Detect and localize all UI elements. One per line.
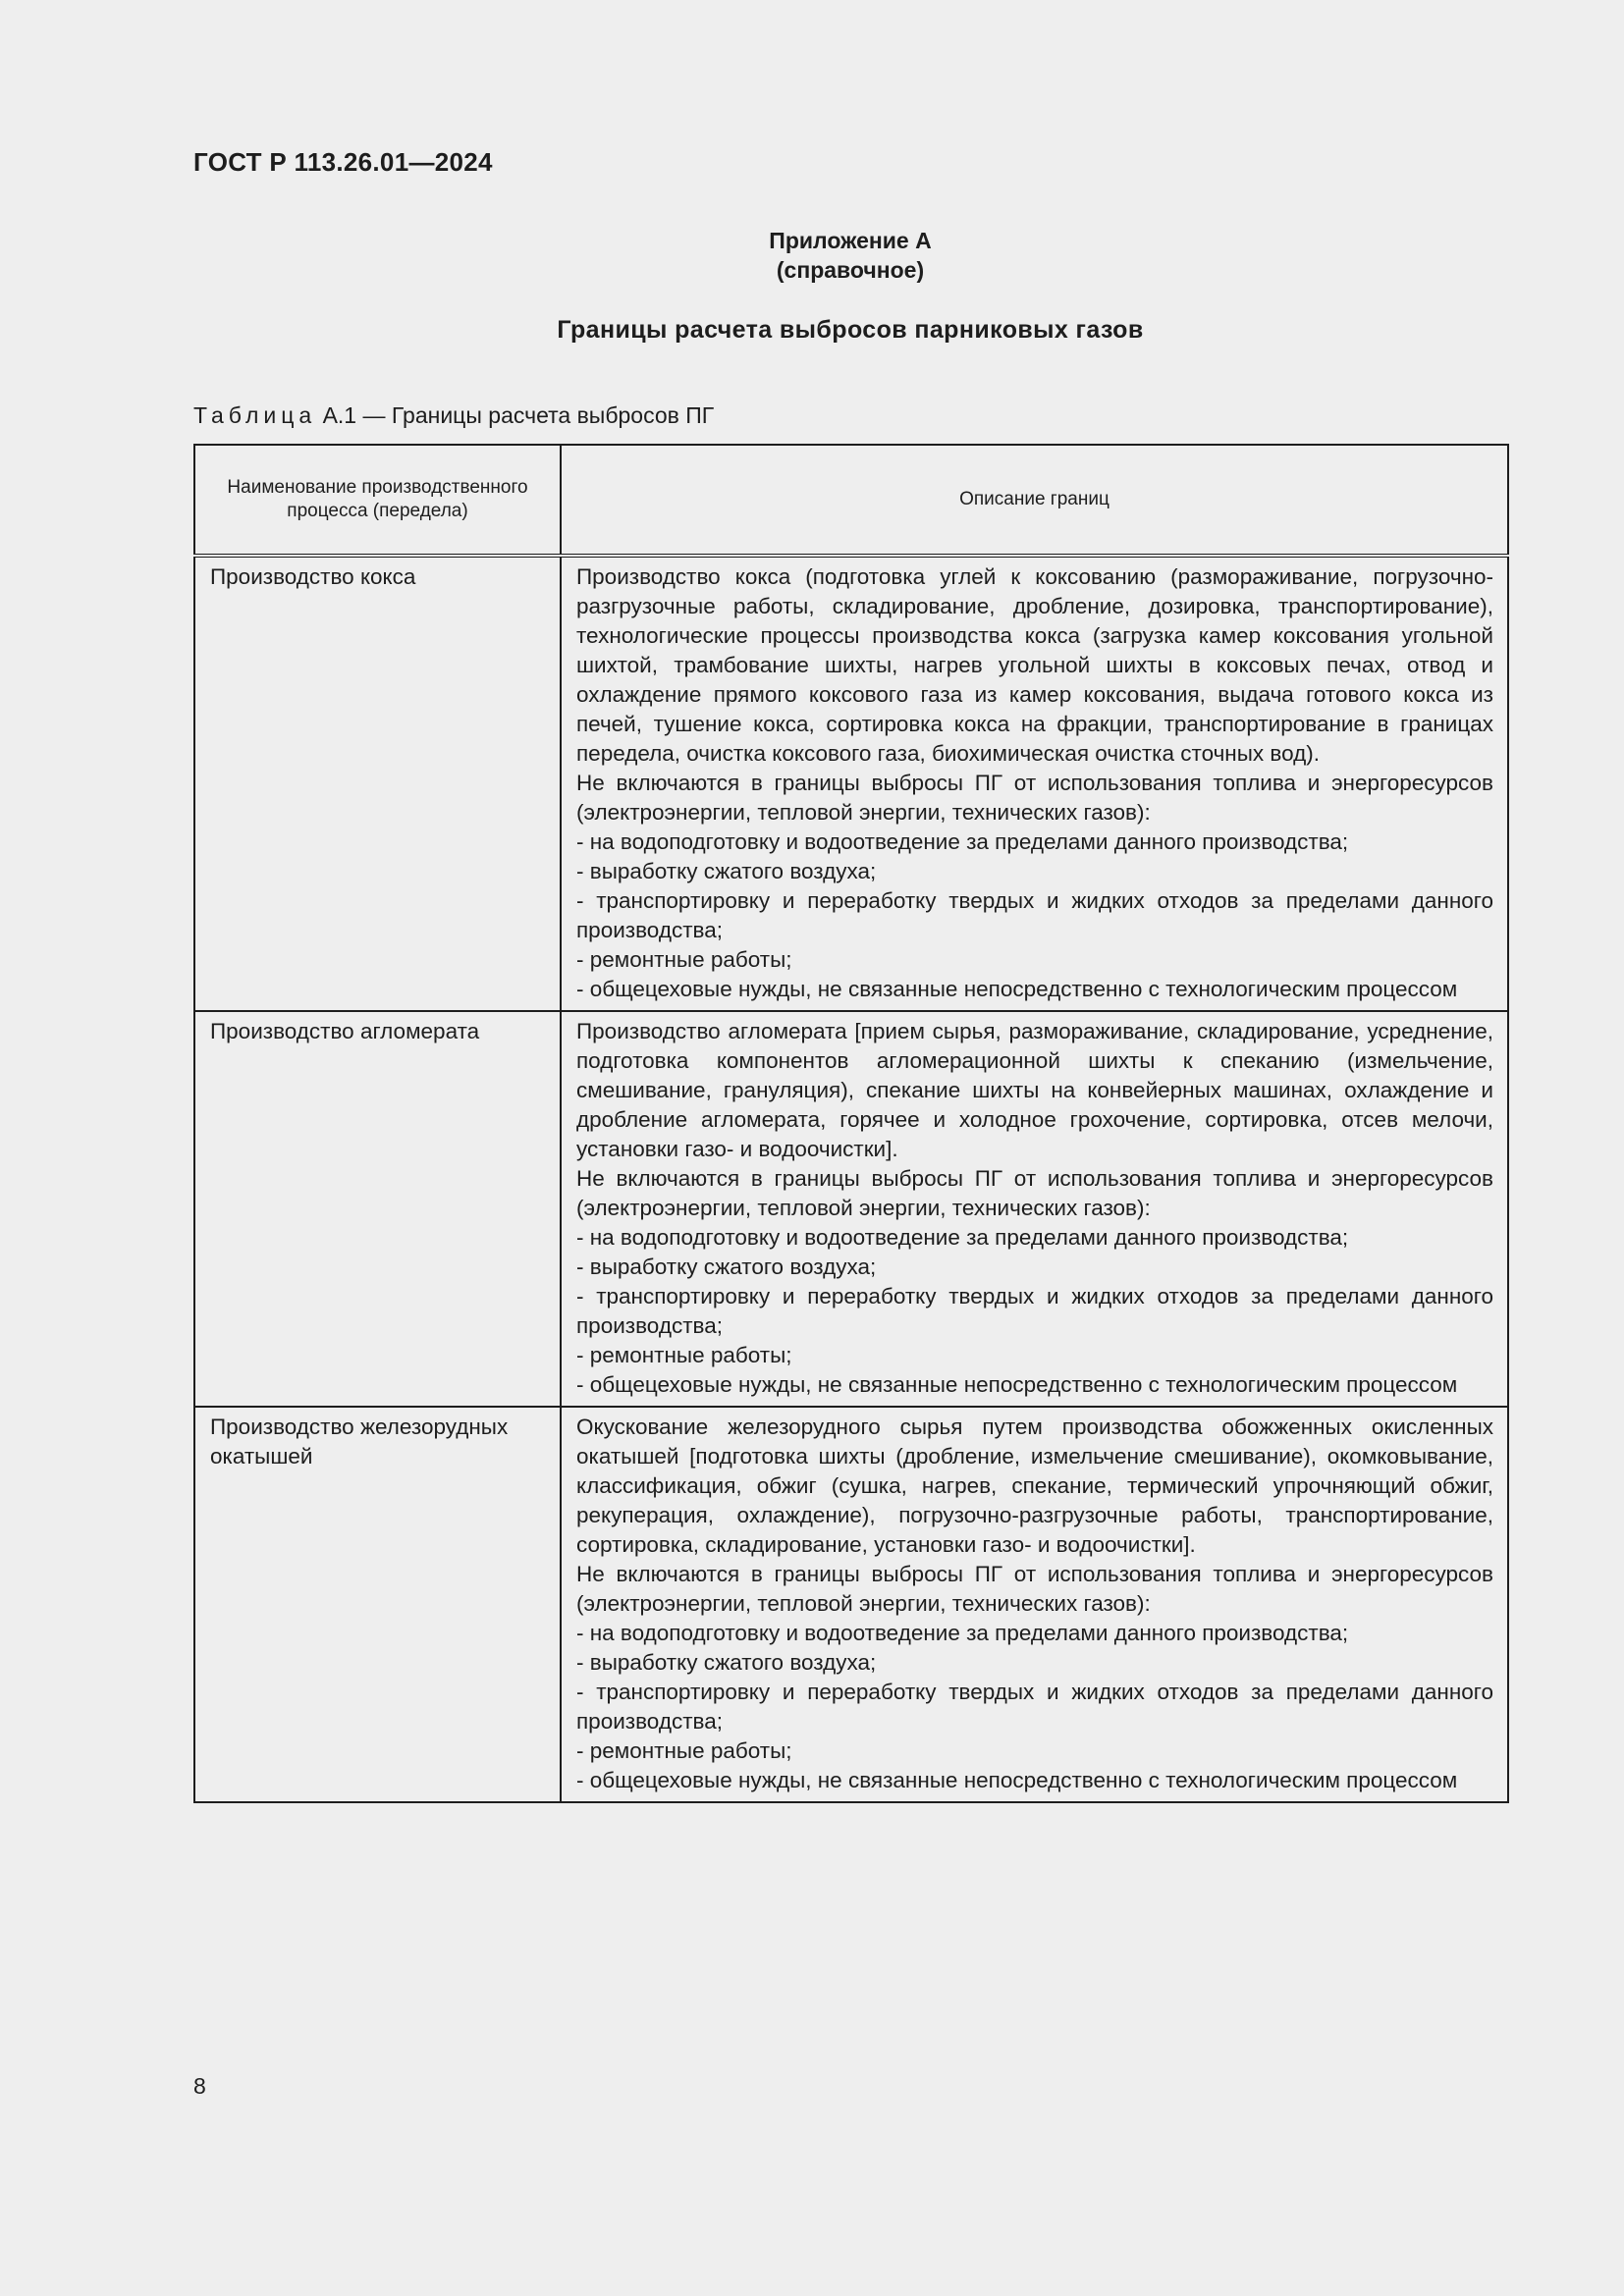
- table-caption-text: А.1 — Границы расчета выбросов ПГ: [322, 402, 715, 428]
- exclusion-item: - общецеховые нужды, не связанные непосредственно с технологическим процессом: [576, 1768, 1458, 1792]
- description-cell: [561, 1011, 1508, 1407]
- page-number: 8: [193, 2073, 206, 2099]
- table-row: [194, 1011, 1508, 1407]
- column-header-process: Наименование производственного процесса (передела): [194, 445, 561, 556]
- exclusion-item: - транспортировку и переработку твердых и жидких отходов за пределами данного производства;: [576, 1284, 1493, 1338]
- exclusion-item: - общецеховые нужды, не связанные непосредственно с технологическим процессом: [576, 977, 1458, 1001]
- process-cell: [194, 556, 561, 1011]
- exclusion-item: - на водоподготовку и водоотведение за пределами данного производства;: [576, 1621, 1349, 1645]
- exclusion-item: - ремонтные работы;: [576, 1343, 792, 1367]
- exclusion-item: - выработку сжатого воздуха;: [576, 1255, 877, 1279]
- column-header-description: Описание границ: [561, 445, 1508, 556]
- exclusion-item: - выработку сжатого воздуха;: [576, 1650, 877, 1675]
- exclusion-item: - транспортировку и переработку твердых и жидких отходов за пределами данного производства;: [576, 888, 1493, 942]
- exclusion-intro: Не включаются в границы выбросы ПГ от использования топлива и энергоресурсов (электроэнергии, тепловой энергии, технических газов):: [576, 771, 1493, 825]
- description-cell: [561, 556, 1508, 1011]
- process-cell: [194, 1011, 561, 1407]
- exclusion-intro: Не включаются в границы выбросы ПГ от использования топлива и энергоресурсов (электроэнергии, тепловой энергии, технических газов):: [576, 1166, 1493, 1220]
- exclusion-item: - ремонтные работы;: [576, 947, 792, 972]
- table-header-row: [194, 445, 1508, 556]
- exclusion-list: [576, 828, 1493, 1004]
- process-name: Производство кокса: [210, 564, 416, 589]
- description-cell: [561, 1407, 1508, 1802]
- document-code: ГОСТ Р 113.26.01—2024: [193, 147, 493, 177]
- annex-title: Границы расчета выбросов парниковых газов: [557, 316, 1144, 344]
- process-description: Производство агломерата [прием сырья, размораживание, складирование, усреднение, подготовка компонентов агломерационной шихты к спеканию (измельчение, смешивание, грануляция), спекание шихты на конвейерных машинах, охлаждение и дробление агломерата, горячее и холодное грохочение, сортировка, отсев мелочи, установки газо- и водоочистки].: [576, 1019, 1493, 1161]
- exclusion-item: - ремонтные работы;: [576, 1738, 792, 1763]
- exclusion-item: - выработку сжатого воздуха;: [576, 859, 877, 883]
- boundaries-table: [193, 444, 1509, 1803]
- exclusion-item: - на водоподготовку и водоотведение за пределами данного производства;: [576, 829, 1349, 854]
- exclusion-item: - на водоподготовку и водоотведение за пределами данного производства;: [576, 1225, 1349, 1250]
- exclusion-list: [576, 1619, 1493, 1795]
- annex-heading: [193, 226, 1507, 285]
- process-name: Производство агломерата: [210, 1019, 480, 1043]
- table-caption-prefix: Таблица: [193, 402, 317, 428]
- exclusion-intro: Не включаются в границы выбросы ПГ от использования топлива и энергоресурсов (электроэнергии, тепловой энергии, технических газов):: [576, 1562, 1493, 1616]
- process-cell: [194, 1407, 561, 1802]
- table-row: [194, 1407, 1508, 1802]
- process-name: Производство железорудных окатышей: [210, 1415, 509, 1468]
- table-caption: [193, 402, 714, 429]
- exclusion-item: - транспортировку и переработку твердых и жидких отходов за пределами данного производства;: [576, 1680, 1493, 1734]
- exclusion-item: - общецеховые нужды, не связанные непосредственно с технологическим процессом: [576, 1372, 1458, 1397]
- process-description: Производство кокса (подготовка углей к коксованию (размораживание, погрузочно-разгрузочные работы, складирование, дробление, дозировка, транспортирование), технологические процессы производства кокса (загрузка камер коксования угольной шихтой, трамбование шихты, нагрев угольной шихты в коксовых печах, отвод и охлаждение прямого коксового газа из камер коксования, выдача готового кокса из печей, тушение кокса, сортировка кокса на фракции, транспортирование в границах передела, очистка коксового газа, биохимическая очистка сточных вод).: [576, 564, 1493, 766]
- table-row: [194, 556, 1508, 1011]
- annex-status: (справочное): [776, 257, 925, 283]
- annex-label: Приложение А: [769, 228, 932, 253]
- exclusion-list: [576, 1223, 1493, 1400]
- process-description: Окускование железорудного сырья путем производства обожженных окисленных окатышей [подготовка шихты (дробление, измельчение смешивание), окомковывание, классификация, обжиг (сушка, нагрев, спекание, термический упрочняющий обжиг, рекуперация, охлаждение), погрузочно-разгрузочные работы, транспортирование, сортировка, складирование, установки газо- и водоочистки].: [576, 1415, 1493, 1557]
